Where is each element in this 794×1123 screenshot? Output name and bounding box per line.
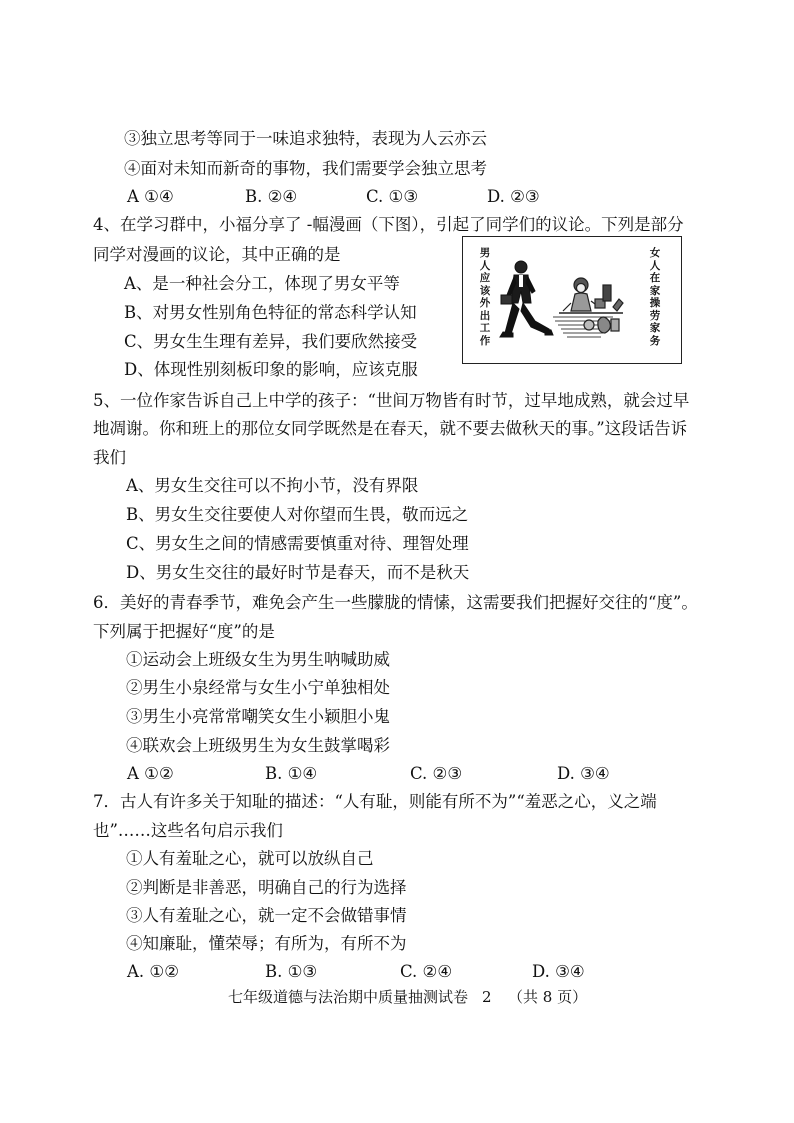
q7-item-2: ②判断是非善恶，明确自己的行为选择: [126, 878, 407, 897]
q7-stem-line1: 7．古人有许多关于知耻的描述：“人有耻，则能有所不为”“羞恶之心，义之端: [93, 792, 657, 811]
q7-option-c: C. ②④: [400, 962, 453, 981]
q6-item-3: ③男生小亮常常嘲笑女生小颖胆小鬼: [126, 707, 390, 726]
footer-exam-title: 七年级道德与法治期中质量抽测试卷: [228, 988, 469, 1006]
q6-option-d: D. ③④: [557, 764, 610, 783]
q5-choice-c: C、男女生之间的情感需要慎重对待、理智处理: [126, 534, 469, 553]
q7-option-a: A. ①②: [127, 962, 179, 981]
q3-option-d: D. ②③: [487, 187, 540, 206]
q7-option-d: D. ③④: [532, 962, 585, 981]
q5-stem-line1: 5、一位作家告诉自己上中学的孩子：“世间万物皆有时节，过早地成熟，就会过早: [93, 391, 690, 410]
q3-item4: ④面对未知而新奇的事物，我们需要学会独立思考: [124, 159, 487, 178]
q7-option-b: B. ①③: [265, 962, 318, 981]
gender-role-cartoon: [462, 236, 682, 364]
q6-item-1: ①运动会上班级女生为男生呐喊助威: [126, 650, 390, 669]
q3-option-a: A ①④: [127, 187, 174, 206]
footer-total-pages: （共 8 页）: [508, 988, 588, 1006]
q5-choice-d: D、男女生交往的最好时节是春天，而不是秋天: [126, 563, 470, 582]
q4-choice-c: C、男女生生理有差异，我们要欣然接受: [124, 332, 418, 351]
q6-item-4: ④联欢会上班级男生为女生鼓掌喝彩: [126, 736, 390, 755]
q4-stem-line2: 同学对漫画的议论，其中正确的是: [93, 245, 341, 264]
q5-stem-line3: 我们: [93, 448, 126, 467]
q3-option-c: C. ①③: [366, 187, 419, 206]
q6-stem-line1: 6．美好的青春季节，难免会产生一些朦胧的情愫，这需要我们把握好交往的“度”。: [93, 593, 698, 612]
q5-stem-line2: 地凋谢。你和班上的那位女同学既然是在春天，就不要去做秋天的事。”这段话告诉: [93, 419, 688, 438]
cartoon-left-caption: 男人应该外出工作: [479, 247, 491, 347]
footer-page-number: 2: [482, 988, 492, 1006]
q3-option-b: B. ②④: [245, 187, 298, 206]
q3-item3: ③独立思考等同于一味追求独特，表现为人云亦云: [124, 129, 487, 148]
q7-item-3: ③人有羞耻之心，就一定不会做错事情: [126, 906, 407, 925]
q6-option-b: B. ①④: [265, 764, 318, 783]
q7-item-1: ①人有羞耻之心，就可以放纵自己: [126, 849, 374, 868]
q5-choice-b: B、男女生交往要使人对你望而生畏，敬而远之: [126, 505, 469, 524]
q4-choice-d: D、体现性别刻板印象的影响，应该克服: [124, 360, 418, 379]
q5-choice-a: A、男女生交往可以不拘小节，没有界限: [126, 476, 419, 495]
q6-stem-line2: 下列属于把握好“度”的是: [93, 622, 275, 641]
q6-option-c: C. ②③: [410, 764, 463, 783]
q4-choice-a: A、是一种社会分工，体现了男女平等: [124, 274, 400, 293]
q4-choice-b: B、对男女性别角色特征的常态科学认知: [124, 303, 417, 322]
q6-option-a: A ①②: [127, 764, 174, 783]
q4-stem-line1: 4、在学习群中，小福分享了 -幅漫画（下图），引起了同学们的议论。下列是部分: [93, 215, 684, 234]
q7-stem-line2: 也”……这些名句启示我们: [93, 821, 283, 840]
housewife-figure: [553, 278, 623, 337]
q6-item-2: ②男生小泉经常与女生小宁单独相处: [126, 678, 390, 697]
q7-item-4: ④知廉耻，懂荣辱；有所为，有所不为: [126, 934, 407, 953]
businessman-figure: [500, 261, 553, 337]
cartoon-right-caption: 女人在家操劳家务: [649, 247, 661, 347]
